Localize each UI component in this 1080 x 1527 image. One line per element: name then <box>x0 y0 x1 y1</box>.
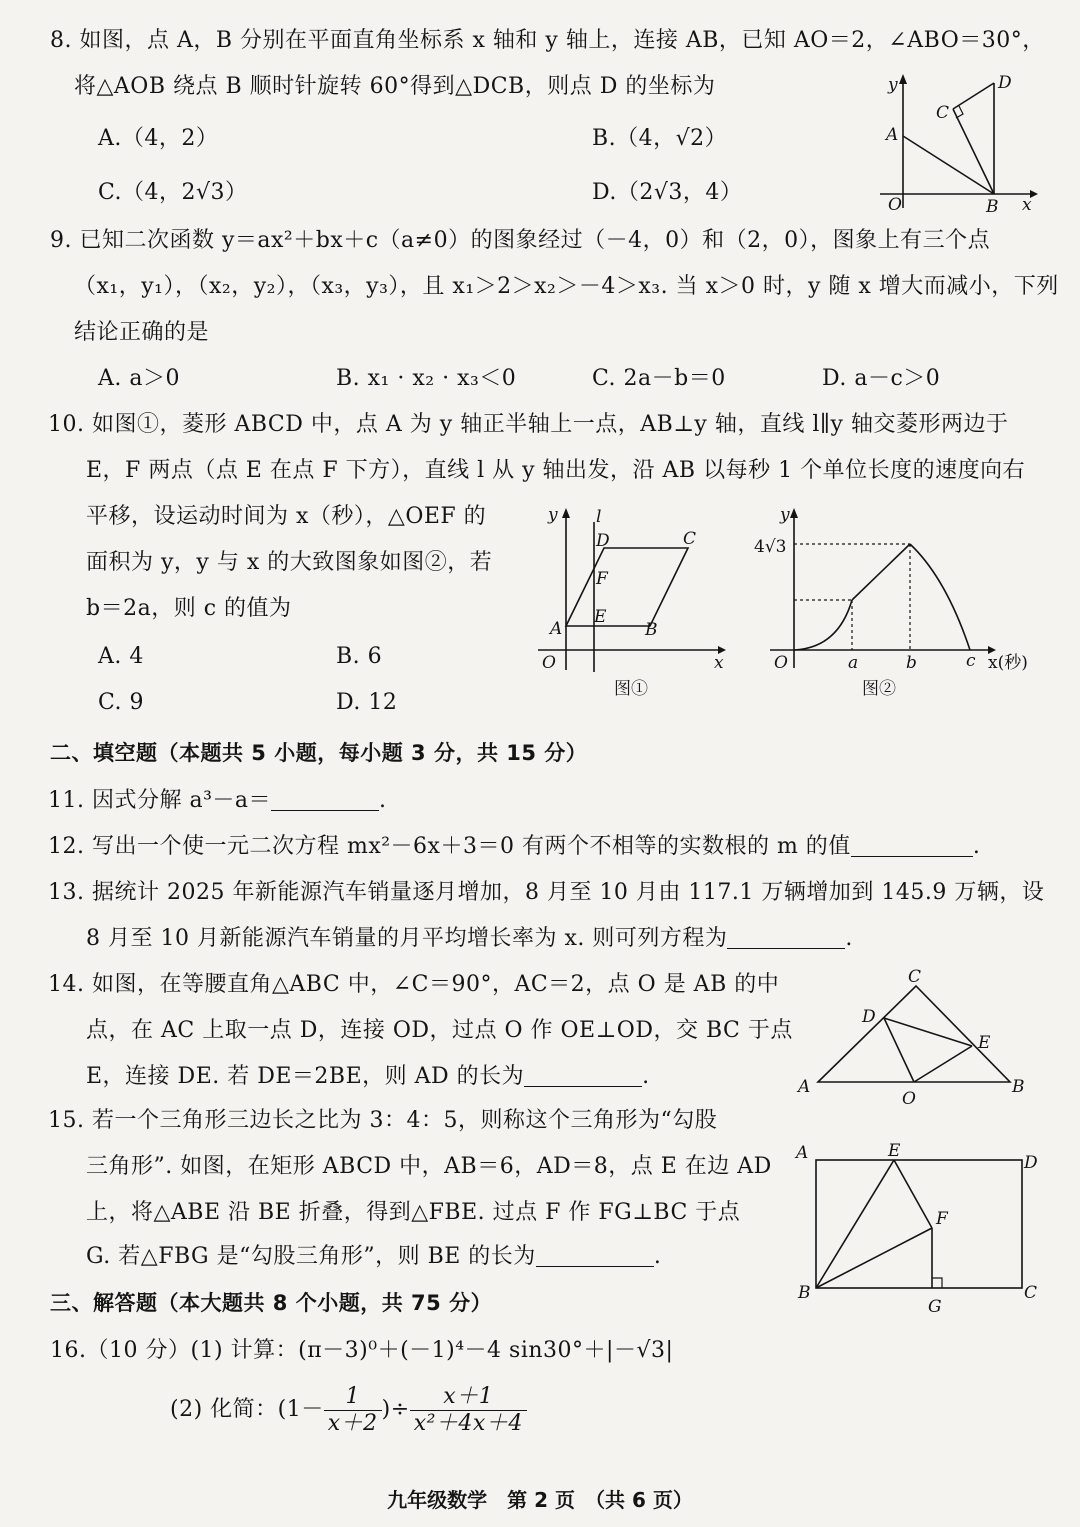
q13-answer-blank[interactable] <box>727 926 845 949</box>
q15-figure <box>790 1138 1040 1318</box>
q16-part1: 16.（10 分）(1) 计算：(π－3)⁰＋(－1)⁴－4 sin30°＋|－√3| <box>50 1338 674 1363</box>
q16-frac1-denominator: x＋2 <box>327 1410 378 1436</box>
q10-f2-label-c: c <box>966 651 976 671</box>
q15-line4-wrap: G. 若△FBG 是“勾股三角形”，则 BE 的长为 . <box>86 1244 662 1269</box>
q14-label-a: A <box>798 1077 811 1097</box>
q10-line1: 10. 如图①，菱形 ABCD 中，点 A 为 y 轴正半轴上一点，AB⊥y 轴，直线 l∥y 轴交菱形两边于 <box>48 412 1009 437</box>
q10-f2-label-y: y <box>780 505 790 525</box>
q15-label-e: E <box>888 1141 901 1161</box>
q15-label-b: B <box>798 1283 811 1303</box>
q10-f2-label-b: b <box>906 653 917 673</box>
q14-line2: 点，在 AC 上取一点 D，连接 OD，过点 O 作 OE⊥OD，交 BC 于点 <box>86 1018 793 1043</box>
q13-line1: 13. 据统计 2025 年新能源汽车销量逐月增加，8 月至 10 月由 117.1 万辆增加到 145.9 万辆，设 <box>48 880 1045 905</box>
q11-answer-blank[interactable] <box>271 788 379 811</box>
q14-label-e: E <box>978 1033 991 1053</box>
q9-line3: 结论正确的是 <box>74 320 210 345</box>
q8-label-b: B <box>986 197 999 216</box>
q15-label-c: C <box>1024 1283 1038 1303</box>
q15-line2: 三角形”. 如图，在矩形 ABCD 中，AB＝6，AD＝8，点 E 在边 AD <box>86 1154 772 1179</box>
q10-option-b: B. 6 <box>336 644 383 669</box>
q14-line1: 14. 如图，在等腰直角△ABC 中，∠C＝90°，AC＝2，点 O 是 AB 的中 <box>48 972 780 997</box>
q10-line3: 平移，设运动时间为 x（秒），△OEF 的 <box>86 504 487 529</box>
q12-text: 12. 写出一个使一元二次方程 mx²－6x＋3＝0 有两个不相等的实数根的 m 的值 <box>48 834 851 859</box>
q14-line3: E，连接 DE. 若 DE＝2BE，则 AD 的长为 <box>86 1064 525 1089</box>
q10-option-a: A. 4 <box>98 644 144 669</box>
q10-f1-label-y: y <box>548 505 558 525</box>
q8-option-d: D.（2√3，4） <box>592 180 743 205</box>
q14-line3-wrap: E，连接 DE. 若 DE＝2BE，则 AD 的长为 . <box>86 1064 650 1089</box>
q10-f1-label-f: F <box>596 569 608 589</box>
q10-f1-caption: 图① <box>614 679 648 699</box>
q9-option-d: D. a－c＞0 <box>822 366 941 391</box>
q12-line: 12. 写出一个使一元二次方程 mx²－6x＋3＝0 有两个不相等的实数根的 m 的值 . <box>48 834 981 859</box>
q8-label-o: O <box>888 195 902 215</box>
q16-frac2-denominator: x²＋4x＋4 <box>413 1410 523 1436</box>
q14-label-c: C <box>908 967 922 987</box>
q16-part2-prefix: (2) 化简：(1－ <box>170 1397 324 1422</box>
q10-f1-label-b: B <box>645 620 658 640</box>
q10-option-d: D. 12 <box>336 690 398 715</box>
q8-label-d: D <box>998 73 1012 93</box>
q8-line2: 将△AOB 绕点 B 顺时针旋转 60°得到△DCB，则点 D 的坐标为 <box>74 74 716 99</box>
q8-label-a: A <box>886 125 899 145</box>
q9-option-a: A. a＞0 <box>98 366 180 391</box>
section-2-title: 二、填空题（本题共 5 小题，每小题 3 分，共 15 分） <box>50 741 588 765</box>
q10-f1-label-c: C <box>683 529 697 549</box>
q9-line2: （x₁，y₁），（x₂，y₂），（x₃，y₃），且 x₁＞2＞x₂＞－4＞x₃. 当 x＞0 时，y 随 x 增大而减小，下列 <box>74 274 1059 299</box>
q14-label-o: O <box>902 1089 916 1109</box>
q10-f1-label-x: x <box>714 653 724 673</box>
q13-line2-wrap: 8 月至 10 月新能源汽车销量的月平均增长率为 x. 则可列方程为 . <box>86 926 853 951</box>
q16-frac1-numerator: 1 <box>324 1384 382 1411</box>
section-3-title: 三、解答题（本大题共 8 个小题，共 75 分） <box>50 1291 493 1315</box>
q14-label-d: D <box>862 1007 876 1027</box>
q16-fraction-2 <box>410 1384 527 1437</box>
q10-f2-label-a: a <box>848 653 859 673</box>
q10-f1-label-l: l <box>596 507 602 527</box>
q8-label-c: C <box>936 103 950 123</box>
q8-option-b: B.（4，√2） <box>592 126 728 151</box>
q10-line4: 面积为 y，y 与 x 的大致图象如图②，若 <box>86 550 493 575</box>
q15-label-g: G <box>928 1297 942 1317</box>
q10-f1-label-d: D <box>596 531 610 551</box>
q10-line2: E，F 两点（点 E 在点 F 下方），直线 l 从 y 轴出发，沿 AB 以每秒 1 个单位长度的速度向右 <box>86 458 1026 483</box>
q8-option-c: C.（4，2√3） <box>98 180 248 205</box>
q15-line1: 15. 若一个三角形三边长之比为 3：4：5，则称这个三角形为“勾股 <box>48 1108 718 1133</box>
q10-option-c: C. 9 <box>98 690 145 715</box>
q13-line2: 8 月至 10 月新能源汽车销量的月平均增长率为 x. 则可列方程为 <box>86 926 728 951</box>
q15-line4: G. 若△FBG 是“勾股三角形”，则 BE 的长为 <box>86 1244 536 1269</box>
q15-answer-blank[interactable] <box>536 1244 654 1267</box>
q10-f2-label-x: x(秒) <box>988 653 1028 673</box>
q16-fraction-1 <box>324 1384 382 1437</box>
q11-line: 11. 因式分解 a³－a＝ . <box>48 788 387 813</box>
q11-text: 11. 因式分解 a³－a＝ <box>48 788 272 813</box>
q10-f2-caption: 图② <box>862 679 896 699</box>
q8-label-x: x <box>1022 195 1032 215</box>
q14-figure <box>790 966 1040 1110</box>
q10-f1-label-a: A <box>550 619 563 639</box>
q9-line1: 9. 已知二次函数 y＝ax²＋bx＋c（a≠0）的图象经过（－4，0）和（2，0），图象上有三个点 <box>50 228 991 253</box>
q15-label-a: A <box>796 1143 809 1163</box>
q9-option-c: C. 2a－b＝0 <box>592 366 726 391</box>
q10-f2-label-o: O <box>774 653 788 673</box>
q14-answer-blank[interactable] <box>524 1064 642 1087</box>
q14-label-b: B <box>1012 1077 1025 1097</box>
q15-label-f: F <box>936 1209 948 1229</box>
q8-option-a: A.（4，2） <box>98 126 219 151</box>
q16-frac2-numerator: x＋1 <box>410 1384 527 1411</box>
q10-f1-label-e: E <box>594 607 607 627</box>
q16-part2 <box>170 1382 527 1438</box>
page-footer: 九年级数学 第 2 页 （共 6 页） <box>387 1488 693 1512</box>
q15-label-d: D <box>1024 1153 1038 1173</box>
q8-line1: 8. 如图，点 A，B 分别在平面直角坐标系 x 轴和 y 轴上，连接 AB，已知 AO＝2，∠ABO＝30°， <box>50 28 1045 53</box>
q10-figure-2 <box>750 498 1045 704</box>
q10-line5: b＝2a，则 c 的值为 <box>86 596 292 621</box>
q8-figure <box>870 68 1040 216</box>
q16-part2-mid: )÷ <box>381 1397 410 1422</box>
q8-label-y: y <box>888 75 898 95</box>
q10-figure-1 <box>530 498 740 704</box>
q12-answer-blank[interactable] <box>851 834 973 857</box>
q15-line3: 上，将△ABE 沿 BE 折叠，得到△FBE. 过点 F 作 FG⊥BC 于点 <box>86 1200 741 1225</box>
q9-option-b: B. x₁ · x₂ · x₃＜0 <box>336 366 517 391</box>
q10-f2-label-peak: 4√3 <box>754 537 787 557</box>
q10-f1-label-o: O <box>542 653 556 673</box>
